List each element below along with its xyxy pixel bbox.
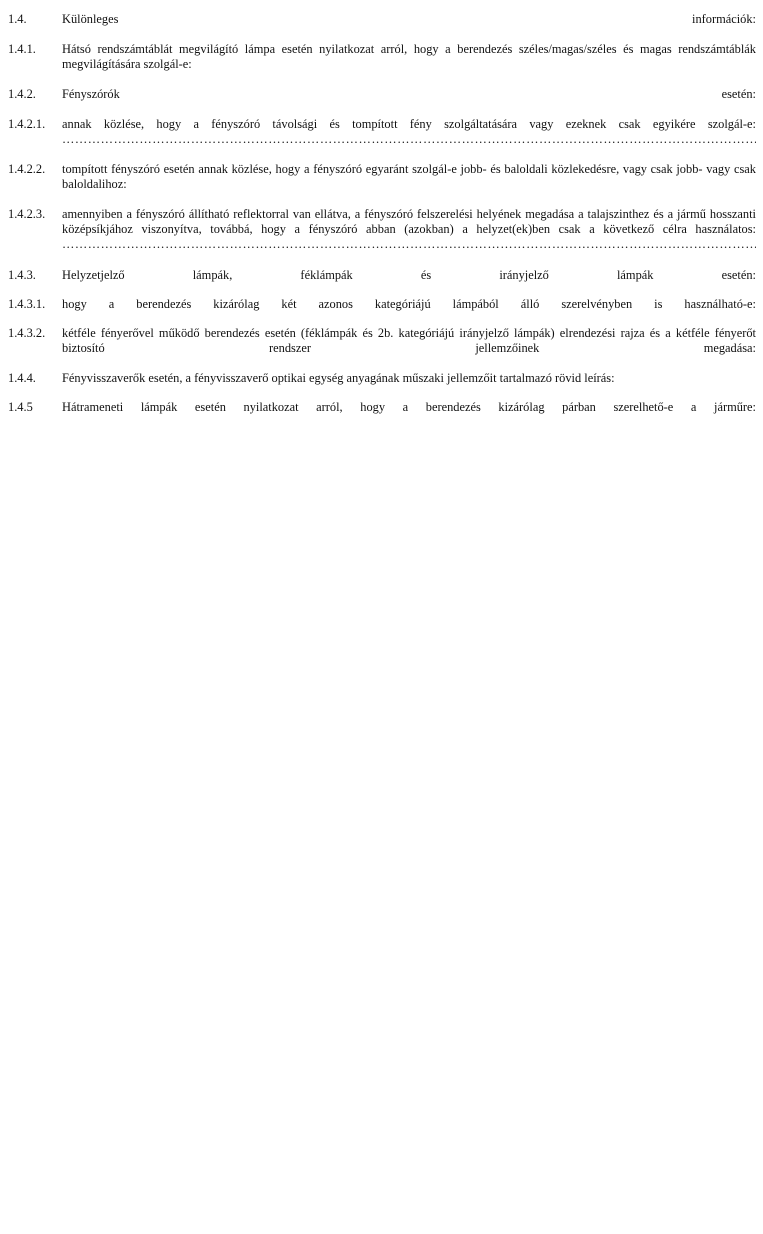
- item-1-4-2-1: [8, 117, 756, 147]
- dot-leader: [62, 237, 756, 251]
- item-text: hogy a berendezés kizárólag két azonos kategóriájú lámpából álló szerelvényben is használható-e:: [62, 297, 756, 311]
- item-text: Hátrameneti lámpák esetén nyilatkozat arról, hogy a berendezés kizárólag párban szerelhető-e a járműre:: [62, 400, 756, 414]
- item-1-4-2-3: [8, 207, 756, 252]
- item-1-4-3-2: [8, 326, 756, 356]
- item-number: 1.4.4.: [8, 371, 36, 385]
- item-text: Fényszórók esetén:: [62, 87, 756, 101]
- item-number: 1.4.3.1.: [8, 297, 46, 311]
- item-number: 1.4.5: [8, 400, 33, 414]
- item-text: tompított fényszóró esetén annak közlése, hogy a fényszóró egyaránt szolgál-e jobb- és baloldali közlekedésre, vagy csak jobb- vagy csak baloldalihoz:: [62, 162, 756, 191]
- item-text: Helyzetjelző lámpák, féklámpák és irányjelző lámpák esetén:: [62, 268, 756, 282]
- item-number: 1.4.2.2.: [8, 162, 46, 176]
- item-1-4-2-2: [8, 162, 756, 192]
- item-number: 1.4.2.3.: [8, 207, 46, 221]
- item-1-4-4: [8, 371, 756, 386]
- item-text: amennyiben a fényszóró állítható reflektorral van ellátva, a fényszóró felszerelési helyének megadása a talajszinthez és a jármű hosszanti középsíkjához viszonyítva, továbbá, hogy a fényszóró abban (azokban) a helyzet(ek)ben csak a következő célra használatos:: [62, 207, 756, 236]
- item-1-4: [8, 12, 756, 27]
- item-text: kétféle fényerővel működő berendezés esetén (féklámpák és 2b. kategóriájú irányjelző lámpák) elrendezési rajza és a kétféle fényerőt biztosító rendszer jellemzőinek megadása:: [62, 326, 756, 355]
- item-text: Különleges információk:: [62, 12, 756, 26]
- dot-leader: [62, 132, 756, 146]
- item-text: Hátsó rendszámtáblát megvilágító lámpa esetén nyilatkozat arról, hogy a berendezés széles/magas/széles és magas rendszámtáblák megvilágítására szolgál-e:: [62, 42, 756, 71]
- item-1-4-5: [8, 400, 756, 415]
- item-number: 1.4.2.1.: [8, 117, 46, 131]
- item-1-4-3: [8, 268, 756, 283]
- item-text: Fényvisszaverők esetén, a fényvisszaverő optikai egység anyagának műszaki jellemzőit tartalmazó rövid leírás:: [62, 371, 615, 385]
- item-1-4-1: [8, 42, 756, 72]
- item-1-4-2: [8, 87, 756, 102]
- item-number: 1.4.3.: [8, 268, 36, 282]
- item-number: 1.4.1.: [8, 42, 36, 56]
- item-1-4-3-1: [8, 297, 756, 312]
- item-text: annak közlése, hogy a fényszóró távolsági és tompított fény szolgáltatására vagy ezeknek csak egyikére szolgál-e:: [62, 117, 756, 131]
- item-number: 1.4.: [8, 12, 27, 26]
- item-number: 1.4.3.2.: [8, 326, 46, 340]
- item-number: 1.4.2.: [8, 87, 36, 101]
